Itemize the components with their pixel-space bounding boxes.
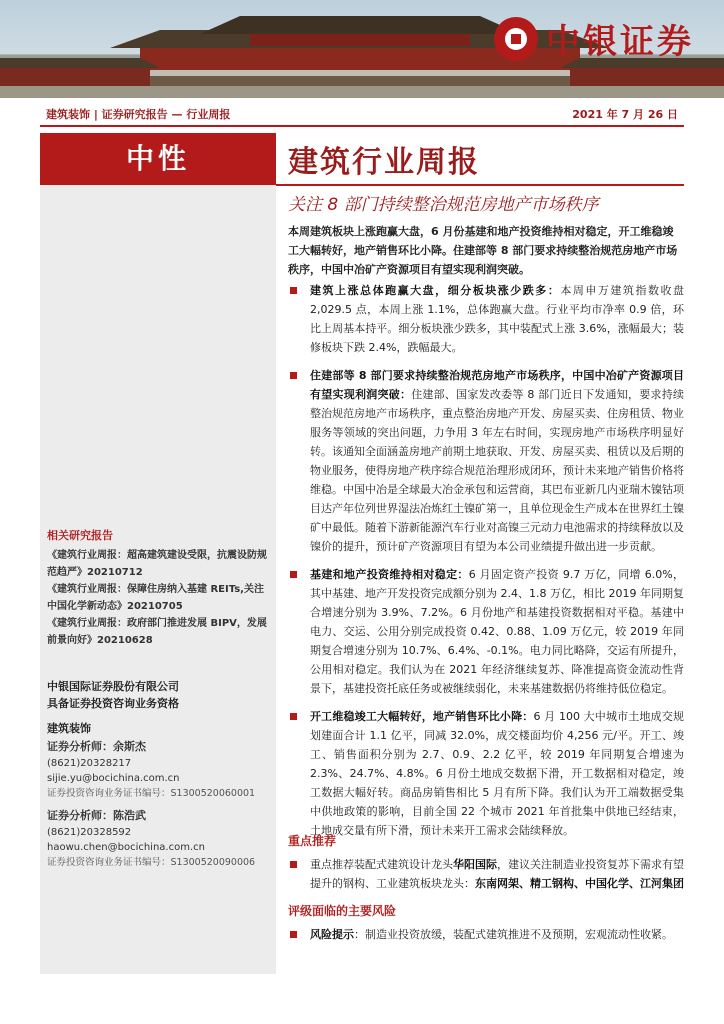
sector-name: 建筑装饰	[47, 722, 91, 735]
logo-text: 中银证券	[546, 22, 694, 62]
analyst-email[interactable]: sijie.yu@bocichina.com.cn	[47, 773, 180, 784]
bullet-square-icon	[290, 931, 297, 938]
key-point	[288, 707, 684, 840]
analyst-email[interactable]: haowu.chen@bocichina.com.cn	[47, 842, 205, 853]
analyst-card	[47, 739, 269, 801]
key-point	[288, 565, 684, 698]
key-point-text: 住建部、国家发改委等 8 部门近日下发通知，要求持续整治规范房地产市场秩序，重点整治房地产开发、房屋买卖、住房租赁、物业服务等领域的突出问题，力争用 3 年左右时间，实现房地产市场秩序明显好转。该通知全面涵盖房地产前期土地获取、开发、房屋买卖、租赁以及后期的物业服务，使得房地产秩序综合规范治理形成闭环，预计未来地产销售价格将维稳。中国中冶是全球最大冶金承包和运营商，其巴布亚新几内亚瑞木镍钴项目达产年位列世界湿法冶炼红土镍矿第一，且单位现金生产成本在世界红土镍矿中最低。随着下游新能源汽车行业对高镍三元动力电池需求的持续释放以及镍价的提升，预计矿产资源项目有望为本公司业绩提升做出进一步贡献。	[310, 388, 684, 553]
summary-paragraph: 本周建筑板块上涨跑赢大盘，6 月份基建和地产投资维持相对稳定，开工维稳竣工大幅转好，地产销售环比小降。住建部等 8 部门要求持续整治规范房地产市场秩序，中国中冶矿产资源项目有望实现利润突破。	[288, 225, 678, 276]
risk-item: 风险提示：制造业投资放缓，装配式建筑推进不及预期，宏观流动性收紧。	[288, 925, 684, 944]
analyst-cert: 证券投资咨询业务证书编号：S1300520090006	[47, 857, 256, 868]
firm-name: 中银国际证券股份有限公司	[47, 680, 179, 693]
related-research-heading: 相关研究报告	[47, 529, 113, 542]
analyst-phone: (8621)20328217	[47, 758, 132, 769]
key-point-text: 6 月 100 大中城市土地成交规划建面合计 1.1 亿平，同减 32.0%，成交楼面均价 4,256 元/平。开工、竣工、销售面积分别为 2.7、0.9、2.2 亿平，较 2019 年同期复合增速为 2.3%、24.7%、4.8%。6 月份土地成交数据下滑，开工数据相对稳定，竣工数据大幅好转。商品房销售相比 5 月有所下降。我们认为开工端数据受集中供地政策的影响，目前全国 22 个城市 2021 年首批集中供地已经结束，土地成交量有所下滑，预计未来开工需求会陆续释放。	[310, 710, 685, 837]
key-point-text: 6 月固定资产投资 9.7 万亿，同增 6.0%，其中基建、地产开发投资完成额分别为 2.4、1.8 万亿，相比 2019 年同期复合增速分别为 3.9%、7.2%。6 月份地产和基建投资数据相对平稳。基建中电力、交运、公用分别完成投资 0.42、0.88、1.09 万亿元，较 2019 年同期复合增速分别为 10.7%、6.4%、-0.1%。电力同比略降，交运有所提升，公用相对稳定。我们认为在 2021 年经济继续复苏、降准提高资金流动性背景下，基建投资托底任务或被继续弱化，未来基建数据仍将维持低位稳定。	[310, 568, 684, 695]
header-bar	[40, 103, 684, 127]
related-report-link[interactable]: 《建筑行业周报：保障住房纳入基建 REITs,关注中国化学新动态》20210705	[47, 584, 264, 612]
related-report-link[interactable]: 《建筑行业周报：政府部门推进发展 BIPV，发展前景向好》20210628	[47, 618, 267, 646]
title-divider	[276, 184, 684, 186]
analyst-cert: 证券投资咨询业务证书编号：S1300520060001	[47, 788, 256, 799]
risks-heading: 评级面临的主要风险	[288, 904, 397, 918]
firm-info	[47, 678, 269, 737]
bullet-square-icon	[290, 372, 297, 379]
analyst-card	[47, 808, 269, 870]
report-category: 建筑装饰 | 证券研究报告 — 行业周报	[46, 108, 231, 121]
header-banner	[0, 0, 724, 98]
analyst-phone: (8621)20328592	[47, 827, 132, 838]
recommendation-item: 重点推荐装配式建筑设计龙头华阳国际，建议关注制造业投资复苏下需求有望提升的钢构、工业建筑板块龙头：东南网架、精工钢构、中国化学、江河集团	[288, 855, 684, 893]
analyst-name: 证券分析师：陈浩武	[47, 809, 146, 822]
key-point-text: 本周申万建筑指数收盘 2,029.5 点，本周上涨 1.1%，总体跑赢大盘。行业平均市净率 0.9 倍，环比上周基本持平。细分板块涨少跌多，其中装配式上涨 3.6%，涨幅最大；装修板块下跌 2.4%，跌幅最大。	[310, 284, 684, 354]
page-title: 建筑行业周报	[288, 145, 480, 180]
related-research	[47, 527, 269, 649]
page-subtitle: 关注 8 部门持续整治规范房地产市场秩序	[288, 195, 599, 215]
key-point-heading: 开工维稳竣工大幅转好，地产销售环比小降：	[310, 710, 534, 723]
bullet-square-icon	[290, 571, 297, 578]
recommendations-heading: 重点推荐	[288, 834, 337, 848]
related-report-link[interactable]: 《建筑行业周报：超高建筑建设受限，抗震设防规范趋严》20210712	[47, 550, 267, 578]
key-points-list	[288, 281, 684, 849]
bullet-square-icon	[290, 713, 297, 720]
bullet-square-icon	[290, 287, 297, 294]
boc-logo-icon	[494, 17, 538, 61]
recommendations-section	[288, 828, 684, 953]
key-point-heading: 住建部等 8 部门要求持续整治规范房地产市场秩序，中国中冶矿产资源项目有望实现利润突破：	[310, 369, 684, 401]
key-point-heading: 基建和地产投资维持相对稳定：	[310, 568, 469, 581]
analyst-name: 证券分析师：余斯杰	[47, 740, 146, 753]
key-point	[288, 281, 684, 357]
company-logo	[494, 14, 694, 63]
key-point	[288, 366, 684, 556]
firm-qualification: 具备证券投资咨询业务资格	[47, 697, 179, 710]
key-point-heading: 建筑上涨总体跑赢大盘，细分板块涨少跌多：	[310, 284, 561, 297]
rating-badge: 中性	[40, 133, 276, 185]
report-date: 2021 年 7 月 26 日	[572, 108, 678, 121]
bullet-square-icon	[290, 861, 297, 868]
